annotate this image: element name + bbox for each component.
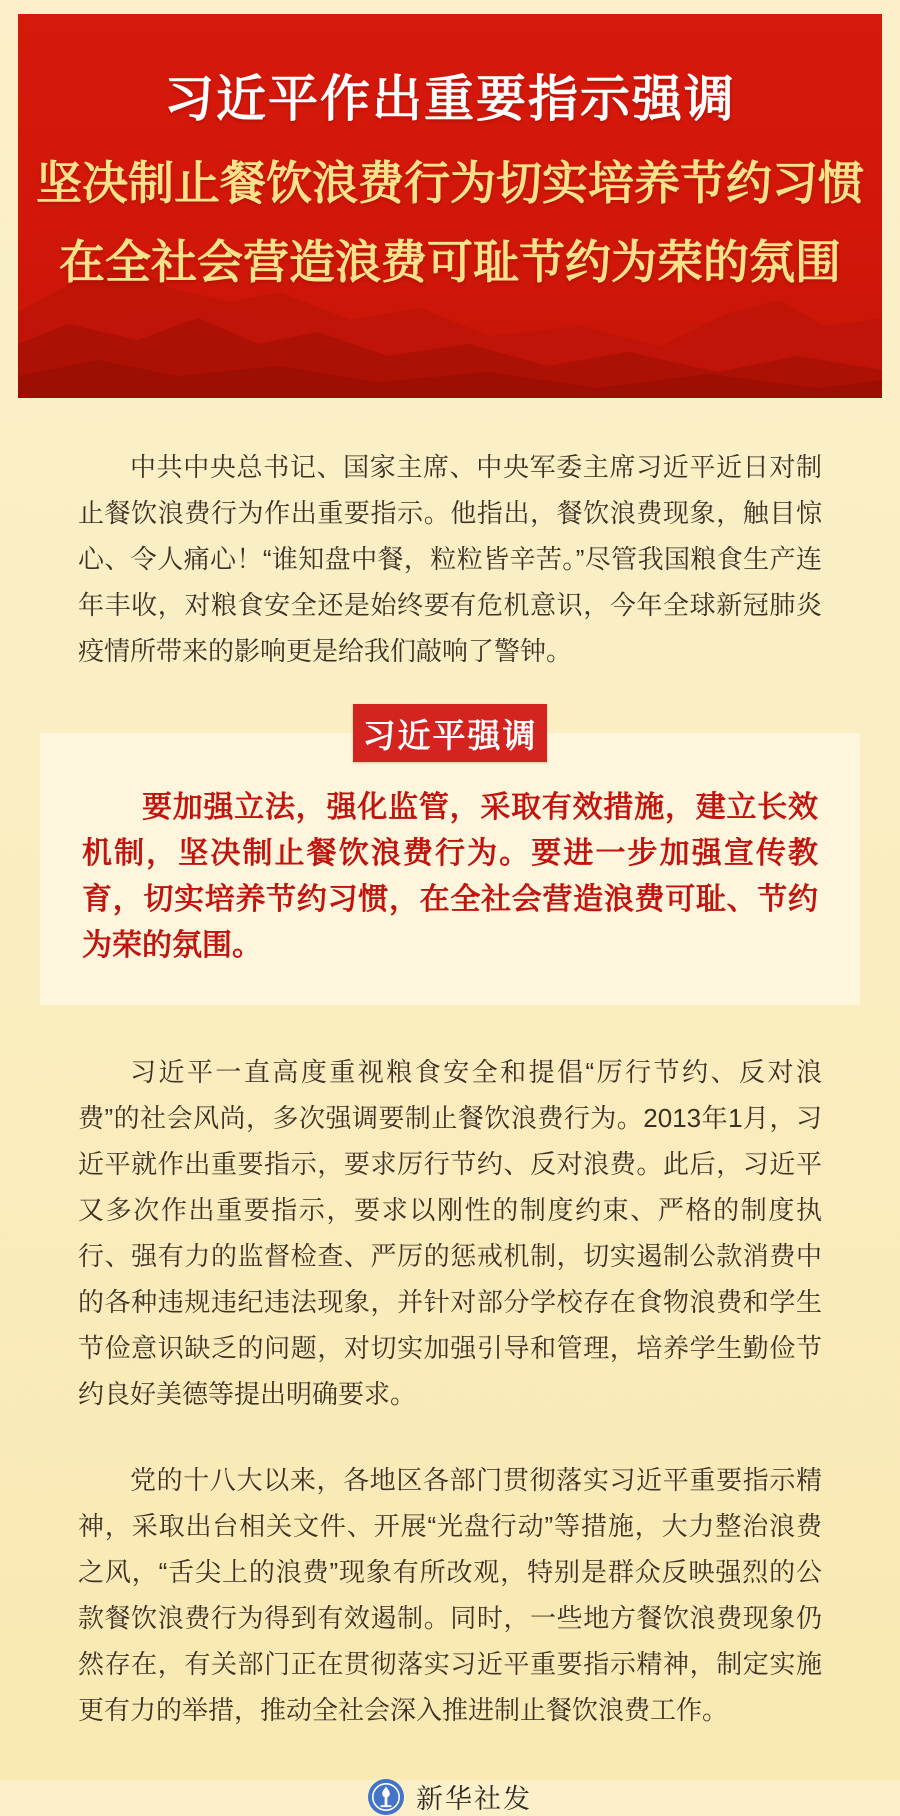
banner-text-block (18, 72, 882, 289)
footer-credit (0, 1777, 900, 1816)
emphasis-badge (353, 704, 547, 762)
quote-text: 要加强立法，强化监管，采取有效措施，建立长效机制，坚决制止餐饮浪费行为。要进一步加强宣传教育，切实培养节约习惯，在全社会营造浪费可耻、节约为荣的氛围。 (82, 791, 818, 962)
header-banner (18, 14, 882, 398)
highlight-section (0, 704, 900, 1005)
news-graphic (0, 14, 900, 1814)
banner-kicker: 习近平作出重要指示强调 (164, 71, 736, 127)
credit-text: 新华社发 (416, 1784, 532, 1814)
paragraph-progress: 党的十八大以来，各地区各部门贯彻落实习近平重要指示精神，采取出台相关文件、开展“光盘行动”等措施，大力整治浪费之风，“舌尖上的浪费”现象有所改观，特别是群众反映强烈的公款餐饮浪费行为得到有效遏制。同时，一些地方餐饮浪费现象仍然存在，有关部门正在贯彻落实习近平重要指示精神，制定实施更有力的举措，推动全社会深入推进制止餐饮浪费工作。 (78, 1465, 822, 1725)
banner-headline-line1: 坚决制止餐饮浪费行为切实培养节约习惯 (36, 157, 864, 209)
xinhua-emblem-icon (368, 1779, 404, 1815)
paragraph-background: 习近平一直高度重视粮食安全和提倡“厉行节约、反对浪费”的社会风尚，多次强调要制止餐饮浪费行为。2013年1月，习近平就作出重要指示，要求厉行节约、反对浪费。此后，习近平又多次作出重要指示，要求以刚性的制度约束、严格的制度执行、强有力的监督检查、严厉的惩戒机制，切实遏制公款消费中的各种违规违纪违法现象，并针对部分学校存在食物浪费和学生节俭意识缺乏的问题，对切实加强引导和管理，培养学生勤俭节约良好美德等提出明确要求。 (78, 1057, 822, 1409)
emphasis-badge-label: 习近平强调 (362, 716, 538, 754)
banner-headline-line2: 在全社会营造浪费可耻节约为荣的氛围 (59, 235, 841, 288)
paragraph-lead: 中共中央总书记、国家主席、中央军委主席习近平近日对制止餐饮浪费行为作出重要指示。他指出，餐饮浪费现象，触目惊心、令人痛心！“谁知盘中餐，粒粒皆辛苦。”尽管我国粮食生产连年丰收，对粮食安全还是始终要有危机意识，今年全球新冠肺炎疫情所带来的影响更是给我们敲响了警钟。 (78, 452, 822, 666)
quote-box (40, 733, 860, 1005)
